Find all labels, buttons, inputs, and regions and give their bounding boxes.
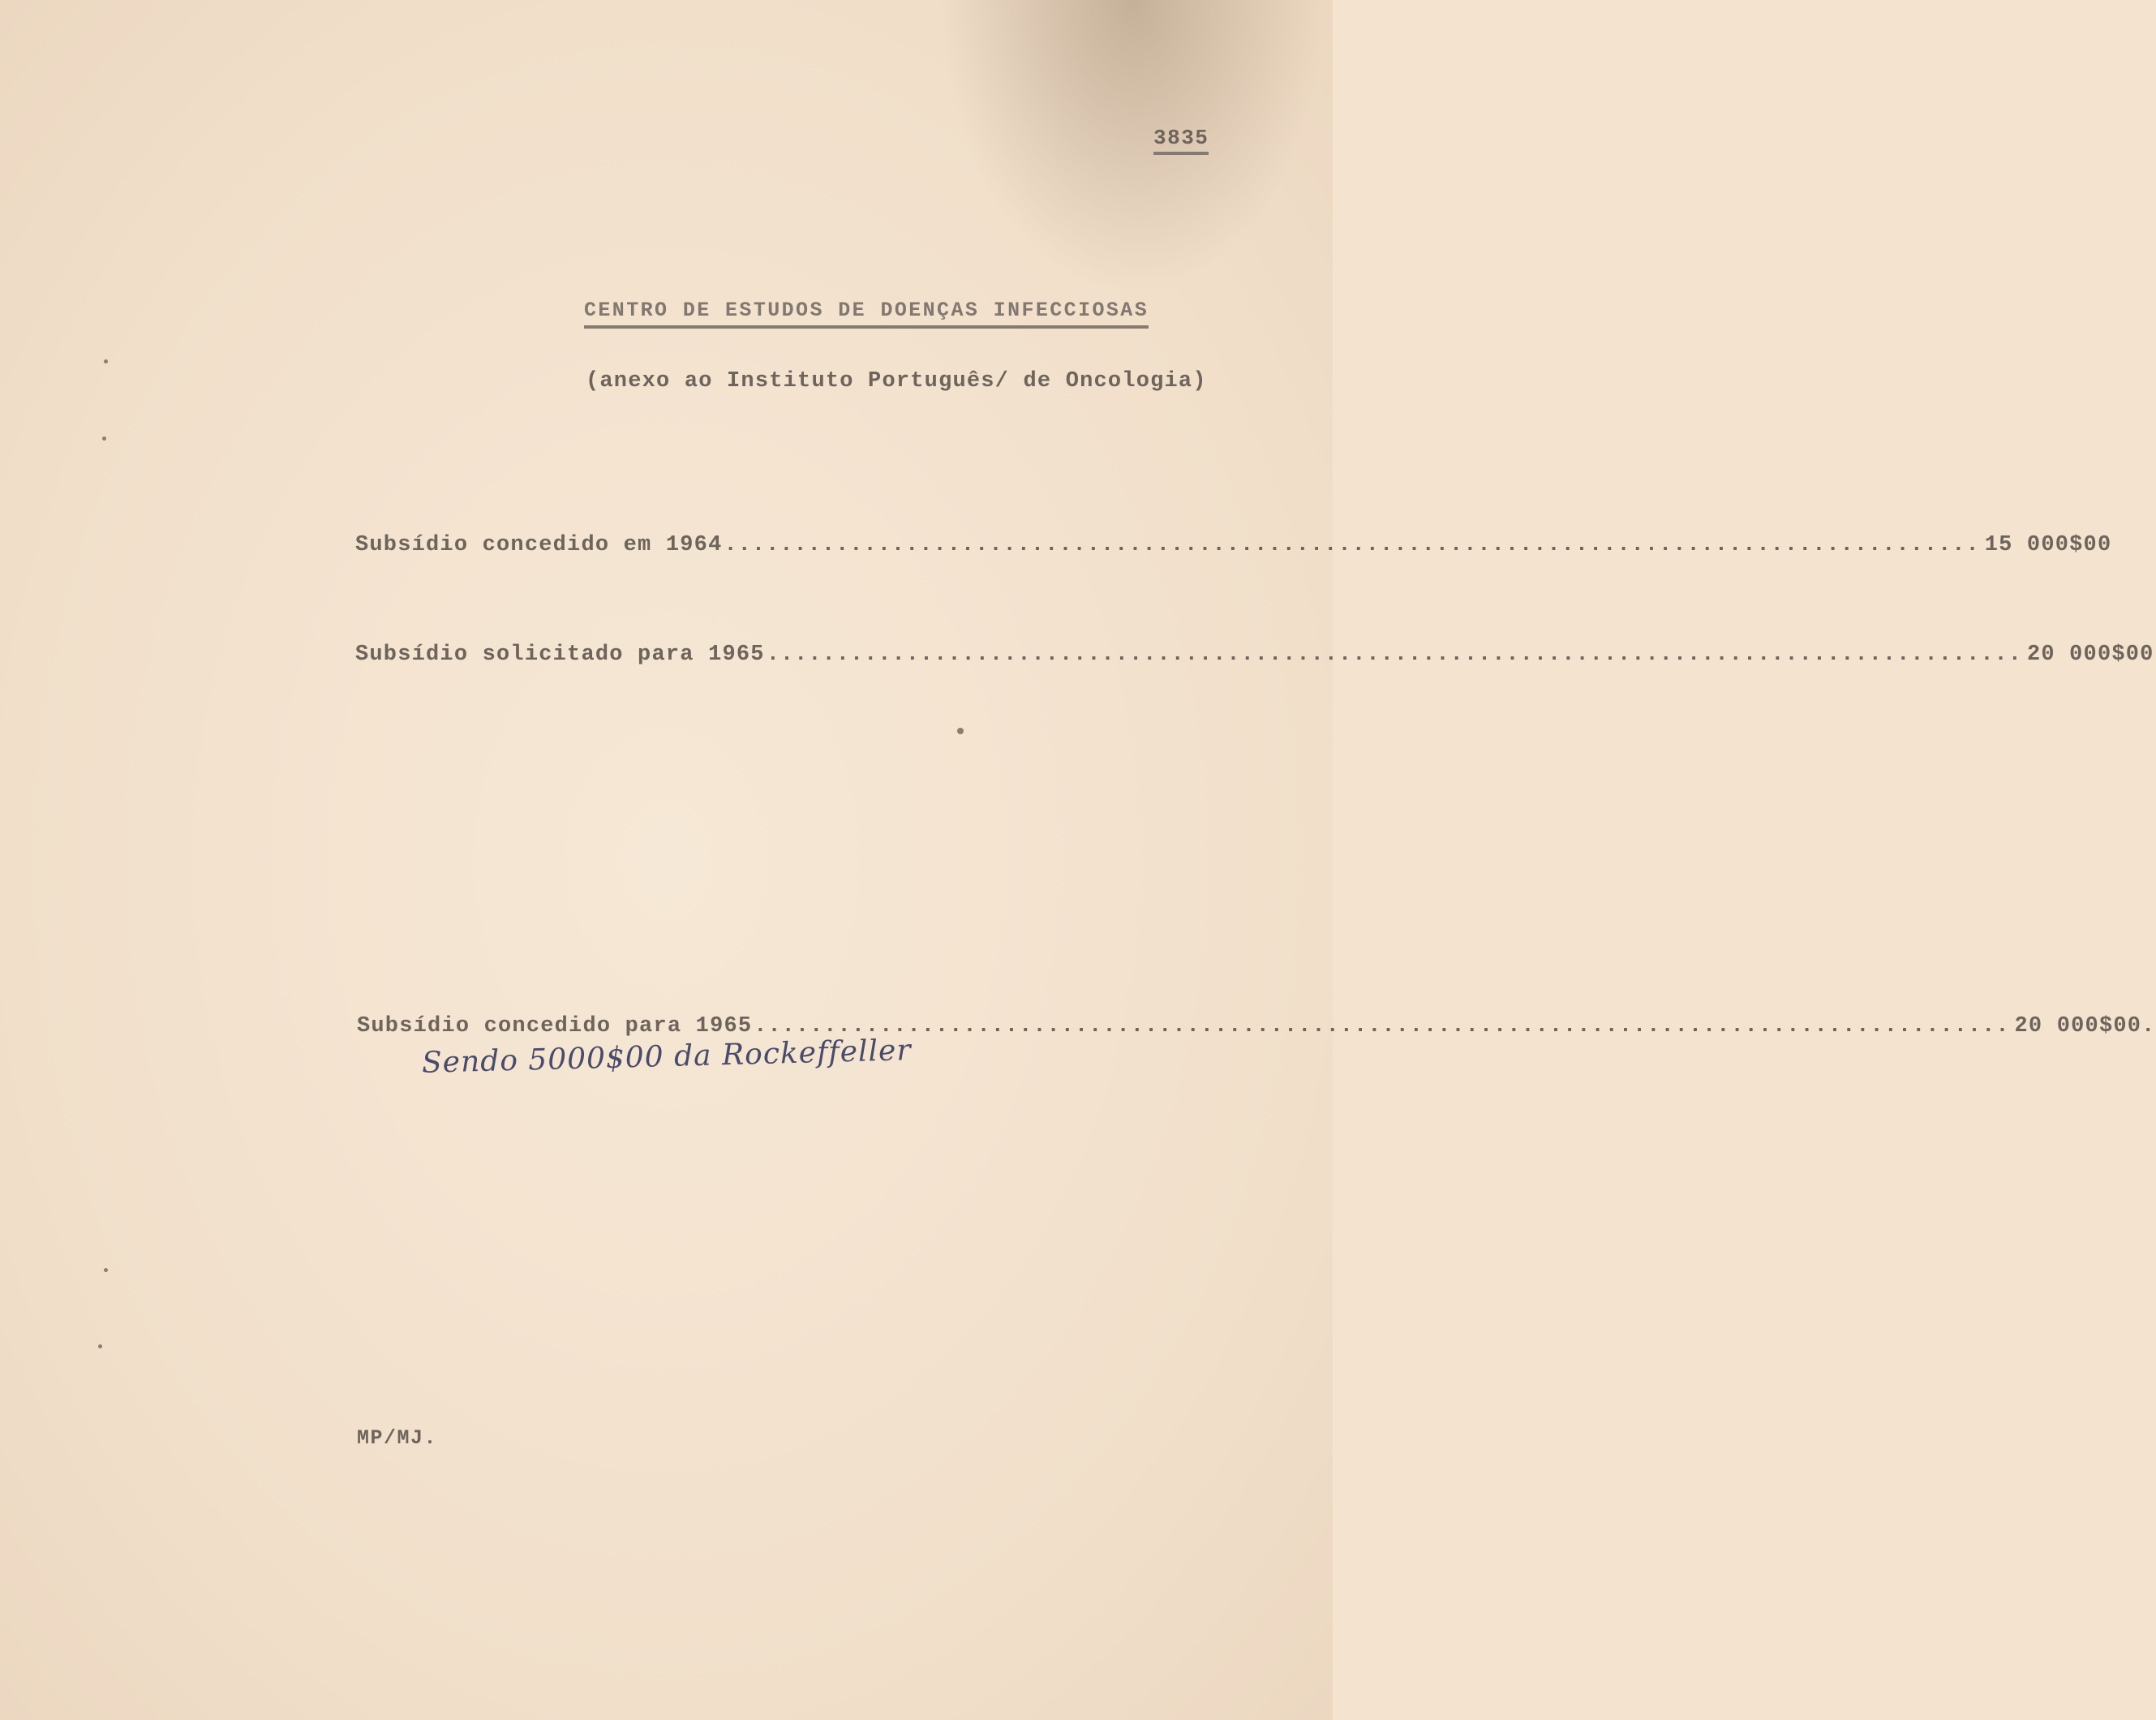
subsidy-row-1964	[355, 533, 2112, 557]
leader-dots: ..........................................................................................	[754, 1014, 2010, 1038]
subsidy-label: Subsídio solicitado para 1965	[355, 643, 765, 667]
subsidy-row-granted-1965	[357, 1014, 2156, 1038]
subsidy-amount: 20 000$00.	[2014, 1014, 2156, 1038]
subsidy-label: Subsídio concedido em 1964	[355, 533, 723, 557]
paper-speck	[104, 1268, 108, 1272]
document-title: CENTRO DE ESTUDOS DE DOENÇAS INFECCIOSAS	[584, 299, 1149, 329]
document-subtitle: (anexo ao Instituto Português/ de Oncologia)	[586, 369, 1207, 393]
paper-speck	[957, 728, 964, 734]
leader-dots: ..........................................................................................	[766, 643, 2022, 667]
paper-speck	[98, 1344, 102, 1348]
paper-speck	[104, 359, 108, 363]
page-number: 3835	[1153, 126, 1209, 155]
handwritten-note: Sendo 5000$00 da Rockeffeller	[421, 1034, 913, 1080]
subsidy-row-requested-1965	[355, 643, 2154, 667]
leader-dots: ..........................................................................................	[724, 533, 1980, 557]
subsidy-label: Subsídio concedido para 1965	[357, 1014, 753, 1038]
subsidy-amount: 15 000$00	[1984, 533, 2112, 557]
subsidy-amount: 20 000$00	[2026, 643, 2154, 667]
paper-speck	[102, 436, 106, 441]
typist-initials: MP/MJ.	[357, 1426, 438, 1450]
